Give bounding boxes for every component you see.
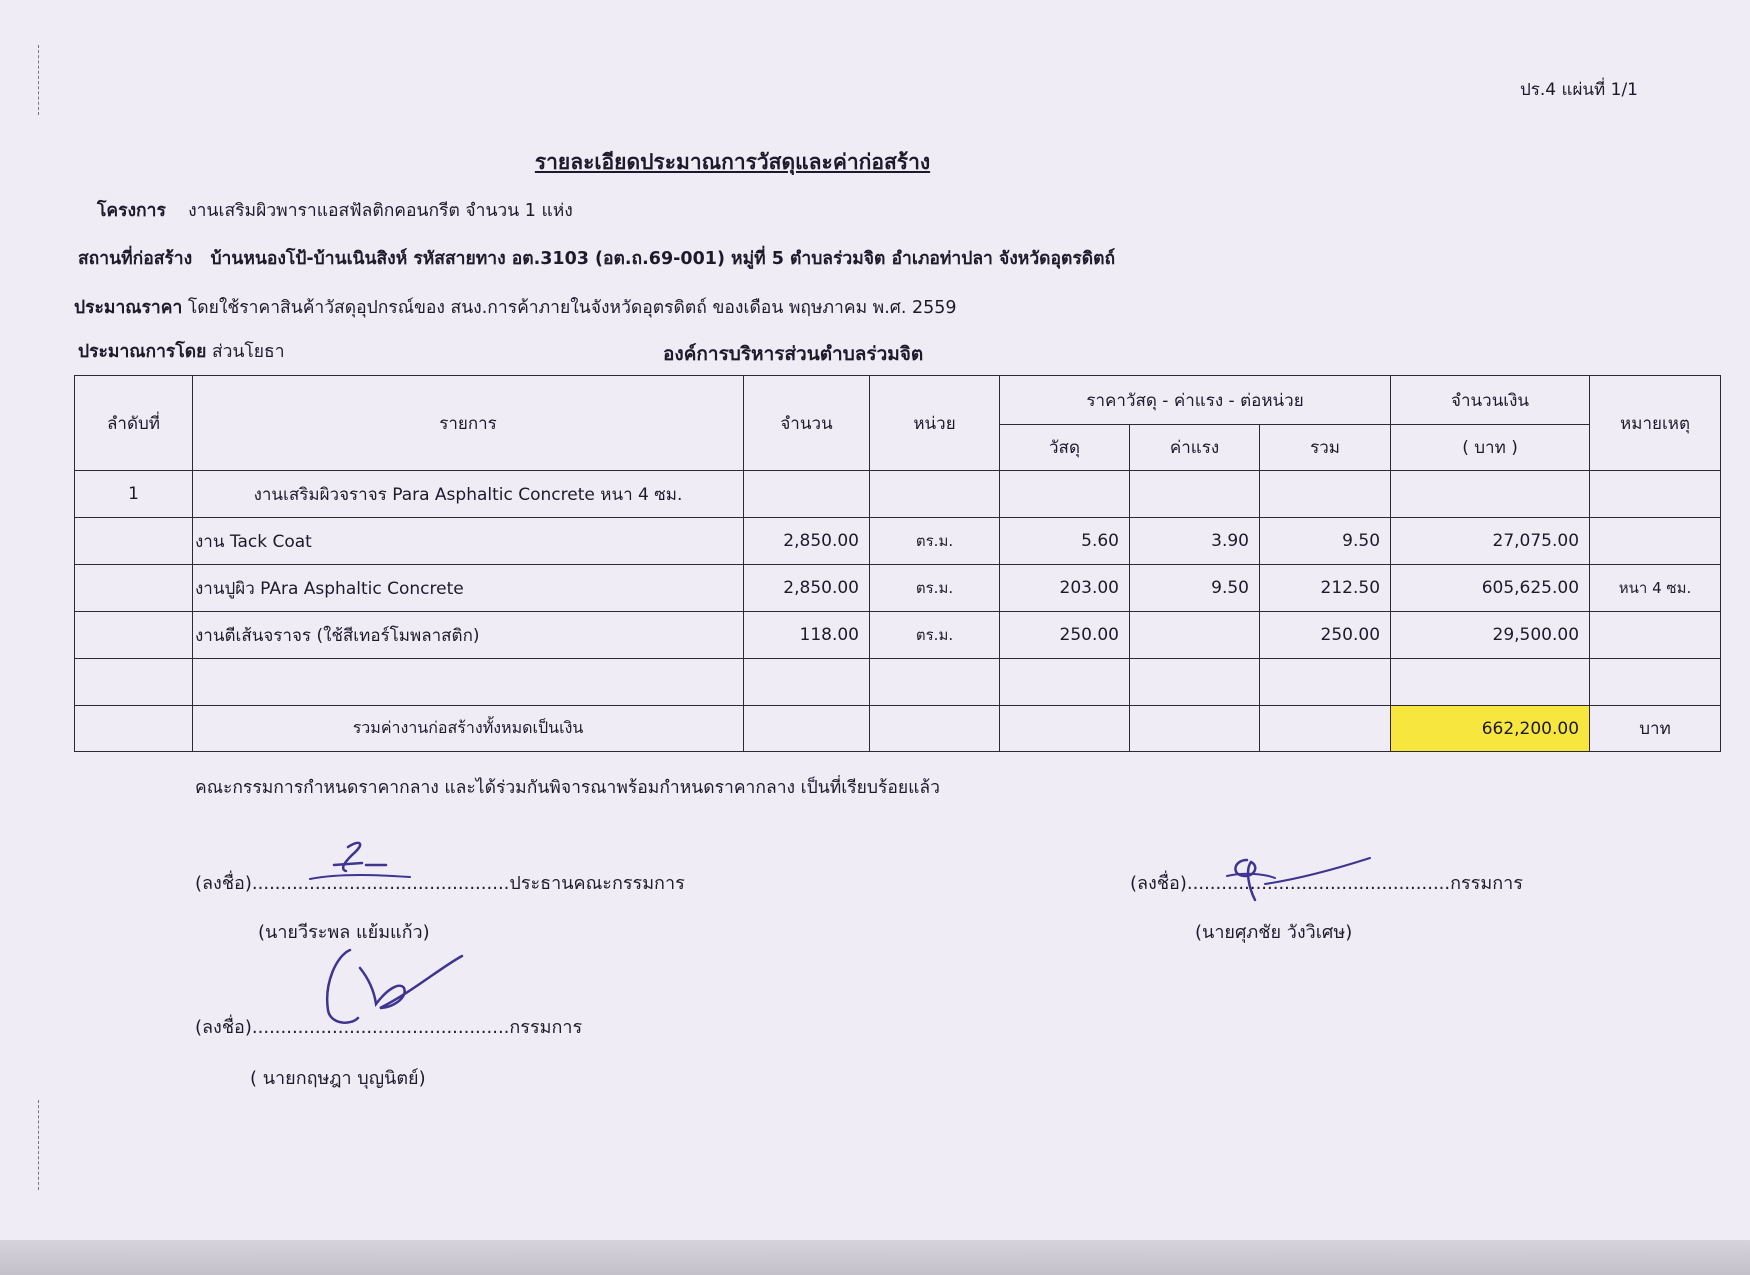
- section-title: งานเสริมผิวจราจร Para Asphaltic Concrete หนา 4 ซม.: [193, 471, 744, 518]
- committee-note: คณะกรรมการกำหนดราคากลาง และได้ร่วมกันพิจารณาพร้อมกำหนดราคากลาง เป็นที่เรียบร้อยแล้ว: [195, 778, 940, 798]
- row-unit: ตร.ม.: [870, 565, 1000, 612]
- organization-name: องค์การบริหารส่วนตำบลร่วมจิต: [663, 343, 924, 365]
- row-labor: 9.50: [1130, 565, 1260, 612]
- empty-cell: [870, 706, 1000, 752]
- project-value: งานเสริมผิวพาราแอสฟัลติกคอนกรีต จำนวน 1 แห่ง: [188, 201, 573, 221]
- row-sum: 212.50: [1260, 565, 1391, 612]
- total-currency: บาท: [1590, 706, 1721, 752]
- signature-chairman: [300, 835, 430, 885]
- row-qty: 2,850.00: [744, 565, 870, 612]
- empty-cell: [75, 565, 193, 612]
- row-remark: หนา 4 ซม.: [1590, 565, 1721, 612]
- document-title: รายละเอียดประมาณการวัสดุและค่าก่อสร้าง: [534, 150, 931, 174]
- estimate-table: [74, 375, 1721, 752]
- dotted-line: .............................................: [251, 1017, 510, 1038]
- sign-label: (ลงชื่อ): [195, 873, 252, 894]
- signer-role: กรรมการ: [509, 1017, 583, 1038]
- empty-cell: [75, 518, 193, 565]
- empty-cell: [1590, 471, 1721, 518]
- empty-cell: [1260, 659, 1391, 706]
- empty-cell: [870, 471, 1000, 518]
- row-remark: [1590, 612, 1721, 659]
- empty-cell: [1260, 471, 1391, 518]
- row-item: งานตีเส้นจราจร (ใช้สีเทอร์โมพลาสติก): [193, 612, 744, 659]
- empty-cell: [744, 659, 870, 706]
- estimator-line: [78, 337, 285, 365]
- empty-row: [75, 659, 1721, 706]
- price-basis-label: ประมาณราคา: [74, 298, 183, 318]
- header-amount-unit: ( บาท ): [1391, 425, 1590, 471]
- paper-bottom-edge: [0, 1240, 1750, 1275]
- empty-cell: [1000, 471, 1130, 518]
- empty-cell: [1130, 706, 1260, 752]
- sign-label: (ลงชื่อ): [195, 1017, 252, 1038]
- row-material: 250.00: [1000, 612, 1130, 659]
- signer-name: ( นายกฤษฎา บุญนิตย์): [250, 1068, 426, 1089]
- signature-committee-1: [1225, 850, 1385, 910]
- row-sum: 9.50: [1260, 518, 1391, 565]
- row-sum: 250.00: [1260, 612, 1391, 659]
- empty-cell: [1130, 471, 1260, 518]
- site-label: สถานที่ก่อสร้าง: [78, 249, 193, 269]
- row-qty: 2,850.00: [744, 518, 870, 565]
- signer-role: ประธานคณะกรรมการ: [509, 873, 685, 894]
- empty-cell: [1000, 659, 1130, 706]
- section-row: [75, 471, 1721, 518]
- empty-cell: [193, 659, 744, 706]
- empty-cell: [1130, 659, 1260, 706]
- margin-mark: [38, 45, 40, 115]
- row-material: 203.00: [1000, 565, 1130, 612]
- row-qty: 118.00: [744, 612, 870, 659]
- signer-name: (นายศุภชัย วังวิเศษ): [1195, 922, 1353, 943]
- empty-cell: [1391, 471, 1590, 518]
- header-labor: ค่าแรง: [1130, 425, 1260, 471]
- table-row: [75, 565, 1721, 612]
- row-unit: ตร.ม.: [870, 518, 1000, 565]
- table-row: [75, 518, 1721, 565]
- site-line: [78, 244, 1115, 272]
- header-material: วัสดุ: [1000, 425, 1130, 471]
- section-no: 1: [75, 471, 193, 518]
- row-amount: 27,075.00: [1391, 518, 1590, 565]
- header-unit-price-group: ราคาวัสดุ - ค่าแรง - ต่อหน่วย: [1000, 376, 1391, 425]
- price-basis-line: [74, 293, 957, 321]
- empty-cell: [744, 471, 870, 518]
- total-row: [75, 706, 1721, 752]
- header-unit: หน่วย: [870, 376, 1000, 471]
- row-amount: 605,625.00: [1391, 565, 1590, 612]
- header-no: ลำดับที่: [75, 376, 193, 471]
- estimator-label: ประมาณการโดย: [78, 342, 207, 362]
- signer-role: กรรมการ: [1450, 873, 1523, 894]
- row-material: 5.60: [1000, 518, 1130, 565]
- empty-cell: [1260, 706, 1391, 752]
- header-item: รายการ: [193, 376, 744, 471]
- row-remark: [1590, 518, 1721, 565]
- margin-mark: [38, 1100, 40, 1190]
- project-line: [97, 196, 573, 224]
- row-amount: 29,500.00: [1391, 612, 1590, 659]
- table-row: [75, 612, 1721, 659]
- sign-label: (ลงชื่อ): [1130, 873, 1187, 894]
- dotted-line: .............................................: [251, 873, 510, 894]
- estimator-value: ส่วนโยธา: [211, 342, 285, 362]
- signature-committee-2: [322, 948, 482, 1028]
- row-labor: [1130, 612, 1260, 659]
- total-amount: 662,200.00: [1391, 706, 1590, 752]
- dotted-line: ..............................................: [1186, 873, 1451, 894]
- total-label: รวมค่างานก่อสร้างทั้งหมดเป็นเงิน: [193, 706, 744, 752]
- signer-name: (นายวีระพล แย้มแก้ว): [258, 922, 430, 943]
- row-item: งานปูผิว PAra Asphaltic Concrete: [193, 565, 744, 612]
- header-remark: หมายเหตุ: [1590, 376, 1721, 471]
- sheet-number: ปร.4 แผ่นที่ 1/1: [1519, 80, 1638, 100]
- row-item: งาน Tack Coat: [193, 518, 744, 565]
- header-sum: รวม: [1260, 425, 1391, 471]
- empty-cell: [1391, 659, 1590, 706]
- row-labor: 3.90: [1130, 518, 1260, 565]
- empty-cell: [75, 659, 193, 706]
- empty-cell: [744, 706, 870, 752]
- signature-line-chairman: [195, 868, 685, 897]
- row-unit: ตร.ม.: [870, 612, 1000, 659]
- header-amount: จำนวนเงิน: [1391, 376, 1590, 425]
- header-qty: จำนวน: [744, 376, 870, 471]
- empty-cell: [870, 659, 1000, 706]
- empty-cell: [1590, 659, 1721, 706]
- empty-cell: [75, 706, 193, 752]
- project-label: โครงการ: [97, 201, 166, 221]
- empty-cell: [1000, 706, 1130, 752]
- empty-cell: [75, 612, 193, 659]
- site-value: บ้านหนองโป้-บ้านเนินสิงห์ รหัสสายทาง อต.3103 (อต.ถ.69-001) หมู่ที่ 5 ตำบลร่วมจิต อำเภอท่าปลา จังหวัดอุตรดิตถ์: [210, 249, 1116, 269]
- price-basis-value: โดยใช้ราคาสินค้าวัสดุอุปกรณ์ของ สนง.การค้าภายในจังหวัดอุตรดิตถ์ ของเดือน พฤษภาคม พ.ศ. 2559: [187, 298, 957, 318]
